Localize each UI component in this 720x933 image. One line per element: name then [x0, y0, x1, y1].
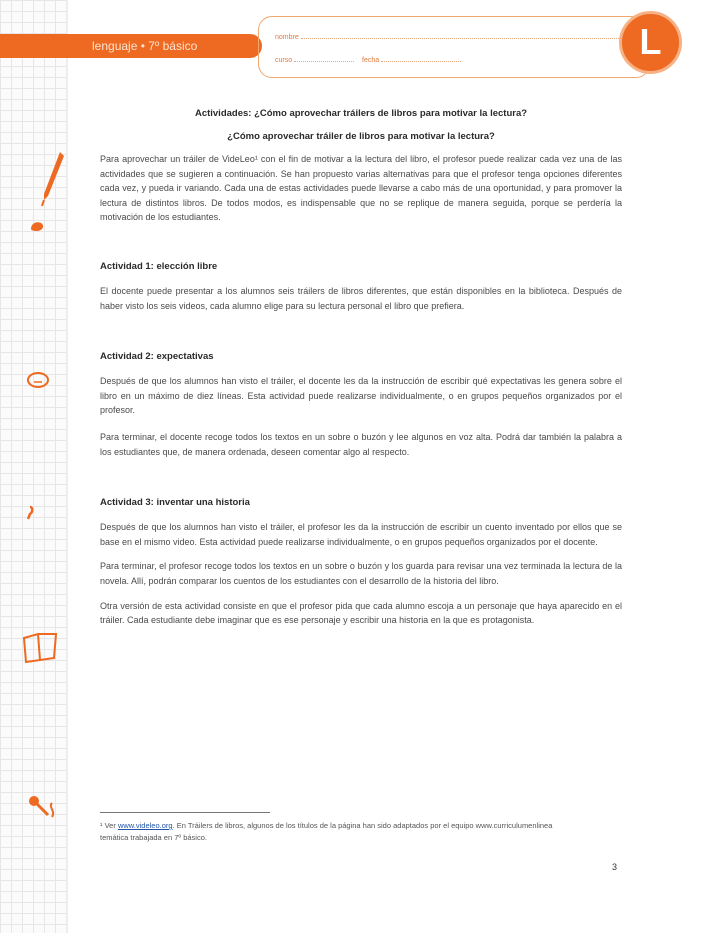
activity-1: [100, 261, 622, 313]
activity-paragraph: Para terminar, el docente recoge todos los textos en un sobre o buzón y lee algunos en voz alta. Podrá dar también la palabra a los estudiantes que, de manera ordenada, deseen comentar algo al respecto.: [100, 431, 622, 457]
activity-heading: Actividad 3: inventar una historia: [100, 497, 250, 509]
activity-paragraph: Después de que los alumnos han visto el tráiler, el profesor les da la instrucción de escribir un cuento inventado por ellos que se base en el mismo video. Esta actividad puede realizarse individualmente, o en grupos pequeños organizados por el docente.: [100, 522, 622, 547]
activity-2: [100, 351, 622, 459]
name-label: nombre: [275, 34, 299, 41]
footnote-divider: [100, 812, 270, 813]
pen-icon: [38, 150, 66, 210]
activity-paragraph: Para terminar, el profesor recoge todos los textos en un sobre o buzón y los guarda para revisar una vez terminada la lectura de la novela. Allí, podrán comparar los cuentos de los estudiantes con el desarrollo de la historia del libro.: [100, 561, 622, 586]
activity-heading: Actividad 1: elección libre: [100, 260, 218, 272]
footnote-line2: temática trabajada en 7º básico.: [100, 833, 207, 842]
activity-paragraph: El docente puede presentar a los alumnos seis tráilers de libros diferentes, que están disponibles en la biblioteca. Después de haber visto los seis videos, cada alumno elige para su lectura personal el libro que prefiera.: [100, 285, 622, 311]
document-subtitle: ¿Cómo aprovechar tráiler de libros para motivar la lectura?: [227, 131, 495, 142]
footnote-text: . En Tráilers de libros, algunos de los títulos de la página han sido adaptados por el equipo www.curriculumenlinea: [172, 821, 553, 830]
name-field[interactable]: [301, 32, 621, 39]
name-row: [275, 32, 635, 41]
course-date-row: [275, 55, 635, 64]
open-book-icon: [20, 630, 60, 666]
activity-paragraph: Otra versión de esta actividad consiste en que el profesor pida que cada alumno escoja a un personaje que haya aparecido en el tráiler. Cada estudiante debe imaginar que es ese personaje y escribir una historia en la que es protagonista.: [100, 600, 622, 626]
logo-letter: L: [639, 21, 662, 62]
subject-logo: [619, 11, 682, 74]
footnote-link[interactable]: www.videleo.org: [117, 821, 173, 830]
course-field[interactable]: [294, 55, 354, 62]
document-body: [100, 108, 622, 628]
footnote: [100, 820, 620, 844]
course-label: curso: [275, 57, 293, 64]
microphone-icon: [26, 793, 58, 823]
student-info-box: [258, 16, 650, 78]
comma-icon: [24, 505, 36, 521]
ink-drop-icon: [27, 215, 47, 235]
page-number: 3: [612, 862, 618, 872]
subject-band: [0, 34, 262, 58]
activity-3: [100, 497, 622, 628]
subject-label: lenguaje • 7º básico: [92, 39, 198, 53]
date-label: fecha: [362, 57, 380, 64]
date-field[interactable]: [381, 55, 461, 62]
activity-heading: Actividad 2: expectativas: [100, 351, 214, 363]
document-title: Actividades: ¿Cómo aprovechar tráilers de libros para motivar la lectura?: [194, 108, 528, 119]
footnote-mark: ¹: [100, 821, 103, 830]
footnote-prefix: Ver: [104, 821, 116, 830]
intro-paragraph: Para aprovechar un tráiler de VideLeo¹ con el fin de motivar a la lectura del libro, el profesor puede realizar cada vez una de las actividades que se sugieren a continuación. Se han propuesto varias alternativas para que el profesor tenga opciones diferentes cada vez, y pueda ir variando. Cada una de estas actividades puede llevarse a cabo más de una oportunidad, y para promover la lectura de distintos libros. De todos modos, es indispensable que no se replique de manera seguida, porque se perdería la motivación de los estudiantes.: [100, 154, 622, 223]
activity-paragraph: Después de que los alumnos han visto el tráiler, el docente les da la instrucción de escribir qué expectativas les genera sobre el libro en un máximo de diez líneas. Esta actividad puede realizarse individualmente, o en grupos pequeños organizados por el profesor.: [100, 376, 622, 416]
speech-bubble-icon: [25, 370, 51, 392]
